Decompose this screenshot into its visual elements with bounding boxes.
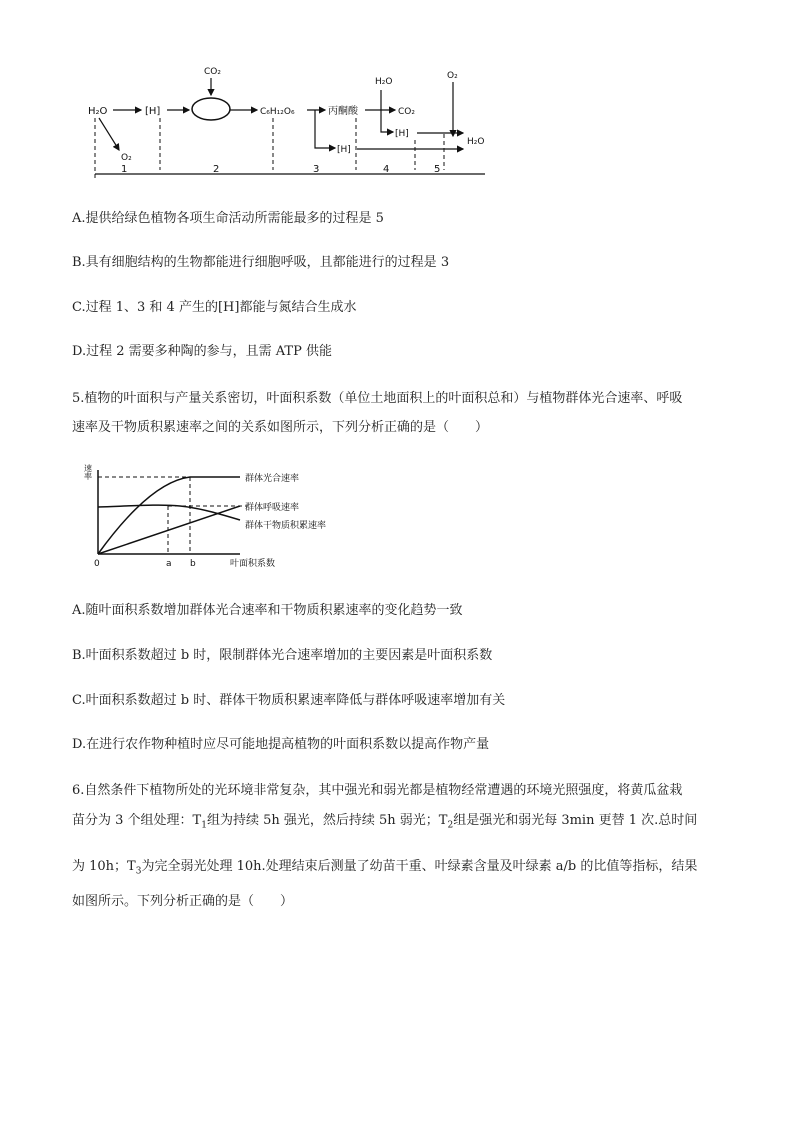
o2-left-label: O₂ xyxy=(121,153,132,163)
segment-1-label: 1 xyxy=(121,164,128,175)
segment-2-label: 2 xyxy=(213,164,220,175)
segment-4-label: 4 xyxy=(383,164,390,175)
h2o-right-label: H₂O xyxy=(467,137,485,147)
q5-option-a: A.随叶面积系数增加群体光合速率和干物质积累速率的变化趋势一致 xyxy=(72,603,463,618)
q5-option-b: B.叶面积系数超过 b 时，限制群体光合速率增加的主要因素是叶面积系数 xyxy=(72,648,493,663)
q4-option-a: A.提供给绿色植物各项生命活动所需能最多的过程是 5 xyxy=(72,211,384,226)
q6-line1: 6.自然条件下植物所处的光环境非常复杂，其中强光和弱光都是植物经常遭遇的环境光照强度，将黄瓜盆栽 xyxy=(72,783,683,798)
q6-line4: 如图所示。下列分析正确的是（ ） xyxy=(72,894,294,909)
q6-line2-part2: 组为持续 5h 强光，然后持续 5h 弱光；T xyxy=(206,813,448,828)
h-label-2: [H] xyxy=(337,145,351,155)
x-axis-label: 叶面积系数 xyxy=(230,559,276,569)
y-axis-label: 速率 xyxy=(83,464,93,480)
segment-5-label: 5 xyxy=(434,164,441,175)
q5-stem-line1: 5.植物的叶面积与产量关系密切，叶面积系数（单位土地面积上的叶面积总和）与植物群体光合速率、呼吸 xyxy=(72,391,683,406)
h2o-mid-label: H₂O xyxy=(375,77,393,87)
q6-t3-subscript: 3 xyxy=(135,866,142,877)
o2-right-label: O₂ xyxy=(447,71,458,81)
co2-right-label: CO₂ xyxy=(398,107,415,117)
photosynthesis-series-line xyxy=(98,477,240,554)
co2-top-label: CO₂ xyxy=(204,67,221,77)
q4-option-d: D.过程 2 需要多种陶的参与，且需 ATP 供能 xyxy=(72,344,332,359)
legend-respiration: 群体呼吸速率 xyxy=(245,503,300,513)
q6-line3-part2: 为完全弱光处理 10h.处理结束后测量了幼苗干重、叶绿素含量及叶绿素 a/b 的比值等指标，结果 xyxy=(141,859,698,874)
segment-3-label: 3 xyxy=(313,164,320,175)
q5-option-c: C.叶面积系数超过 b 时、群体干物质积累速率降低与群体呼吸速率增加有关 xyxy=(72,693,506,708)
q4-option-c: C.过程 1、3 和 4 产生的[H]都能与氮结合生成水 xyxy=(72,300,357,315)
x-tick-b: b xyxy=(190,559,196,569)
q4-option-b: B.具有细胞结构的生物都能进行细胞呼吸，且都能进行的过程是 3 xyxy=(72,255,450,270)
q6-line3-part1: 为 10h；T xyxy=(72,859,136,874)
legend-dry-matter: 群体干物质积累速率 xyxy=(245,521,327,531)
origin-label: 0 xyxy=(94,559,100,569)
glucose-label: C₆H₁₂O₆ xyxy=(260,107,295,117)
rate-chart xyxy=(80,462,380,574)
h-label-3: [H] xyxy=(395,129,409,139)
h-label-1: [H] xyxy=(145,106,161,117)
q6-line3 xyxy=(72,855,697,877)
q5-option-d: D.在进行农作物种植时应尽可能地提高植物的叶面积系数以提高作物产量 xyxy=(72,737,490,752)
calvin-cycle-ellipse xyxy=(192,98,230,120)
metabolism-diagram xyxy=(85,60,505,185)
q6-line2-part3: 组是强光和弱光每 3min 更替 1 次.总时间 xyxy=(453,813,698,828)
x-tick-a: a xyxy=(166,559,172,569)
q6-line2 xyxy=(72,809,697,831)
legend-photosynthesis: 群体光合速率 xyxy=(245,474,300,484)
q6-t1-subscript: 1 xyxy=(201,820,207,831)
q6-t2-subscript: 2 xyxy=(447,820,454,831)
h2o-left-label: H₂O xyxy=(88,106,108,117)
q5-stem-line2: 速率及干物质积累速率之间的关系如图所示，下列分析正确的是（ ） xyxy=(72,420,489,435)
pyruvate-label: 丙酮酸 xyxy=(328,106,358,117)
q6-line2-part1: 苗分为 3 个组处理：T xyxy=(72,813,202,828)
